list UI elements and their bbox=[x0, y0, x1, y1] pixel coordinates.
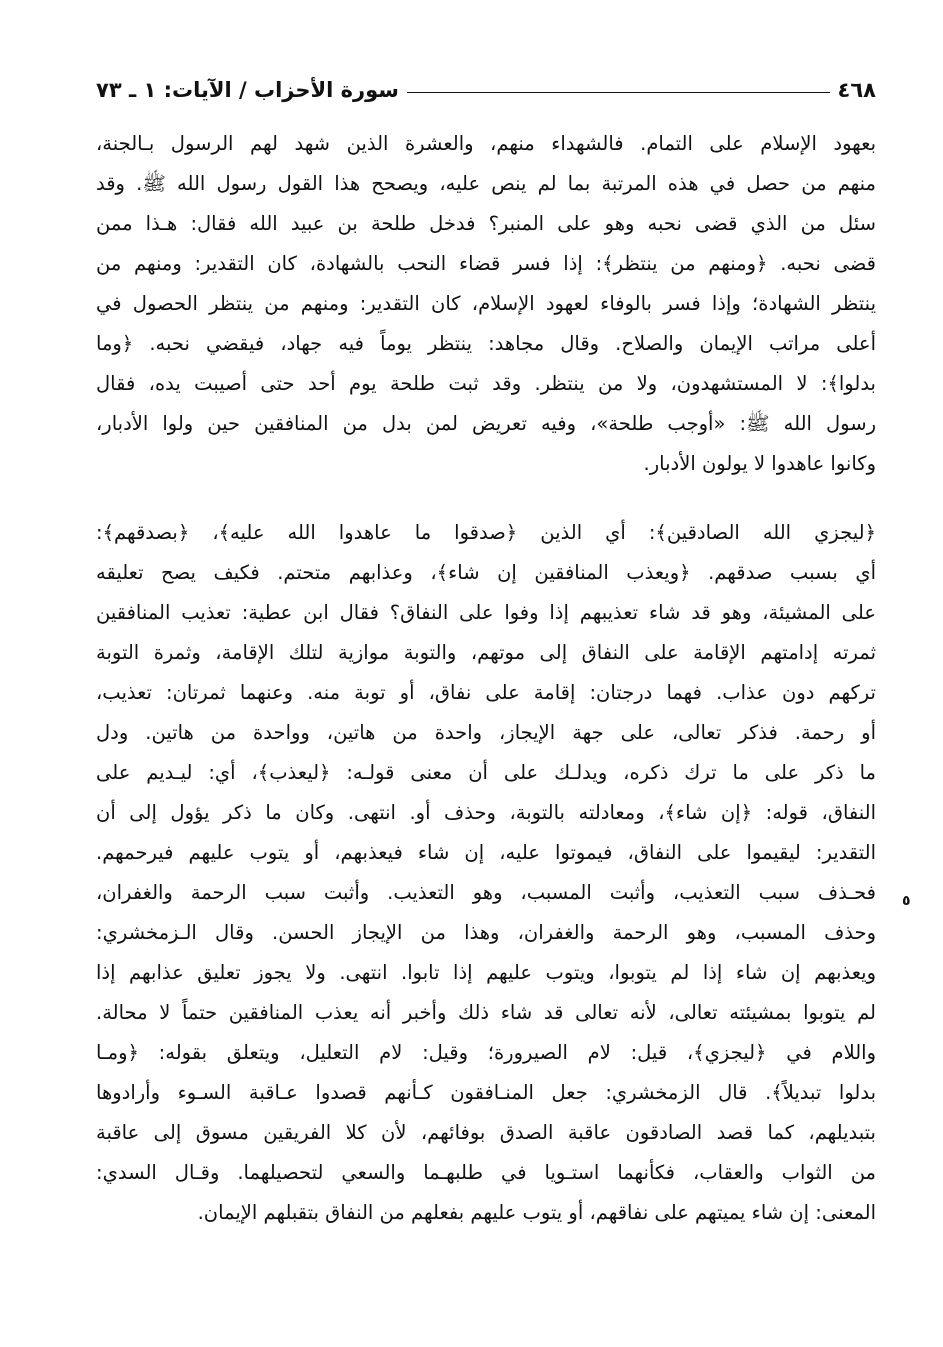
text-line: لم يتوبوا بمشيئته تعالى، لأنه تعالى قد شاء ذلك وأخبر أنه يعذب المنافقين حتماً لا محالة. bbox=[96, 1001, 876, 1024]
text-line: وحذف المسبب، وهو الرحمة والغفران، وهذا من الإيجاز الحسن. وقال الـزمخشري: bbox=[96, 921, 876, 944]
chapter-title: سورة الأحزاب / الآيات: ١ ـ ٧٣ bbox=[96, 78, 399, 102]
margin-footnote-mark: ٥ bbox=[902, 893, 911, 909]
text-line: على المشيئة، وهو قد شاء تعذيبهم إذا وفوا على النفاق؟ فقال ابن عطية: تعذيب المنافقين bbox=[96, 601, 876, 624]
text-line: النفاق، قوله: ﴿إن شاء﴾، ومعادلته بالتوبة، وحذف أو. انتهى. وكان ما ذكر يؤول إلى أن bbox=[96, 801, 876, 824]
text-line: بدلوا﴾: لا المستشهدون، ولا من ينتظر. وقد ثبت طلحة يوم أحد حتى أصيبت يده، فقال bbox=[96, 372, 876, 395]
text-line: قضى نحبه. ﴿ومنهم من ينتظر﴾: إذا فسر قضاء النحب بالشهادة، كان التقدير: ومنهم من bbox=[96, 252, 876, 275]
text-line: أعلى مراتب الإيمان والصلاح. وقال مجاهد: ينتظر يوماً فيه جهاد، فيقضي نحبه. ﴿وما bbox=[96, 332, 876, 355]
text-line: سئل من الذي قضى نحبه وهو على المنبر؟ فدخل طلحة بن عبيد الله فقال: هـذا ممن bbox=[96, 212, 876, 235]
text-line: أو رحمة. فذكر تعالى، على جهة الإيجاز، واحدة من هاتين، وواحدة من هاتين. ودل bbox=[96, 721, 876, 744]
text-line: بدلوا تبديلاً﴾. قال الزمخشري: جعل المنـافقون كـأنهم قصدوا عـاقبة السـوء وأرادوها bbox=[96, 1081, 876, 1104]
text-line: واللام في ﴿ليجزي﴾، قيل: لام الصيرورة؛ وقيل: لام التعليل، ويتعلق بقوله: ﴿ومـا bbox=[96, 1041, 876, 1064]
text-line: تركهم دون عذاب. فهما درجتان: إقامة على نفاق، أو توبة منه. وعنهما ثمرتان: تعذيب، bbox=[96, 681, 876, 704]
page-header bbox=[96, 66, 876, 102]
text-line: التقدير: ليقيموا على النفاق، فيموتوا عليه، إن شاء فيعذبهم، أو يتوب عليهم فيرحمهم. bbox=[96, 841, 876, 864]
text-line: ﴿ليجزي الله الصادقين﴾: أي الذين ﴿صدقوا ما عاهدوا الله عليه﴾، ﴿بصدقهم﴾: bbox=[96, 521, 876, 544]
text-line: أي بسبب صدقهم. ﴿ويعذب المنافقين إن شاء﴾، وعذابهم متحتم. فكيف يصح تعليقه bbox=[96, 561, 876, 584]
text-line: وكانوا عاهدوا لا يولون الأدبار. bbox=[643, 452, 876, 475]
text-line: ما ذكر على ما ترك ذكره، ويدلـك على أن معنى قولـه: ﴿ليعذب﴾، أي: ليـديم على bbox=[96, 761, 876, 784]
text-line: بعهود الإسلام على التمام. فالشهداء منهم، والعشرة الذين شهد لهم الرسول بـالجنة، bbox=[96, 132, 876, 155]
text-line: رسول الله ﷺ: «أوجب طلحة»، وفيه تعريض لمن بدل من المنافقين حين ولوا الأدبار، bbox=[96, 412, 876, 435]
page-number: ٤٦٨ bbox=[837, 78, 876, 102]
text-line: بتبديلهم، كما قصد الصادقون عاقبة الصدق بوفائهم، لأن كلا الفريقين مسوق إلى عاقبة bbox=[96, 1121, 876, 1144]
text-line: من الثواب والعقاب، فكأنهما استـويا في طلبهـما والسعي لتحصيلهما. وقـال السدي: bbox=[96, 1161, 876, 1184]
text-line: منهم من حصل في هذه المرتبة بما لم ينص عليه، ويصحح هذا القول رسول الله ﷺ. وقد bbox=[96, 172, 876, 195]
text-line: ينتظر الشهادة؛ وإذا فسر بالوفاء لعهود الإسلام، كان التقدير: ومنهم من ينتظر الحصول في bbox=[96, 292, 876, 315]
paragraph-1 bbox=[96, 124, 876, 484]
text-line: المعنى: إن شاء يميتهم على نفاقهم، أو يتوب عليهم بفعلهم من النفاق بتقبلهم الإيمان. bbox=[197, 1201, 876, 1224]
header-rule bbox=[407, 92, 830, 93]
text-line: فحـذف سبب التعذيب، وأثبت المسبب، وهو التعذيب. وأثبت سبب الرحمة والغفران، bbox=[96, 881, 876, 904]
text-line: ثمرته إدامتهم الإقامة على النفاق إلى موتهم، والتوبة موازية لتلك الإقامة، وثمرة التوبة bbox=[96, 641, 876, 664]
paragraph-2 bbox=[96, 513, 876, 1233]
text-line: ويعذبهم إن شاء إذا لم يتوبوا، ويتوب عليهم إذا تابوا. انتهى. ولا يجوز تعليق عذابهم إذا bbox=[96, 961, 876, 984]
